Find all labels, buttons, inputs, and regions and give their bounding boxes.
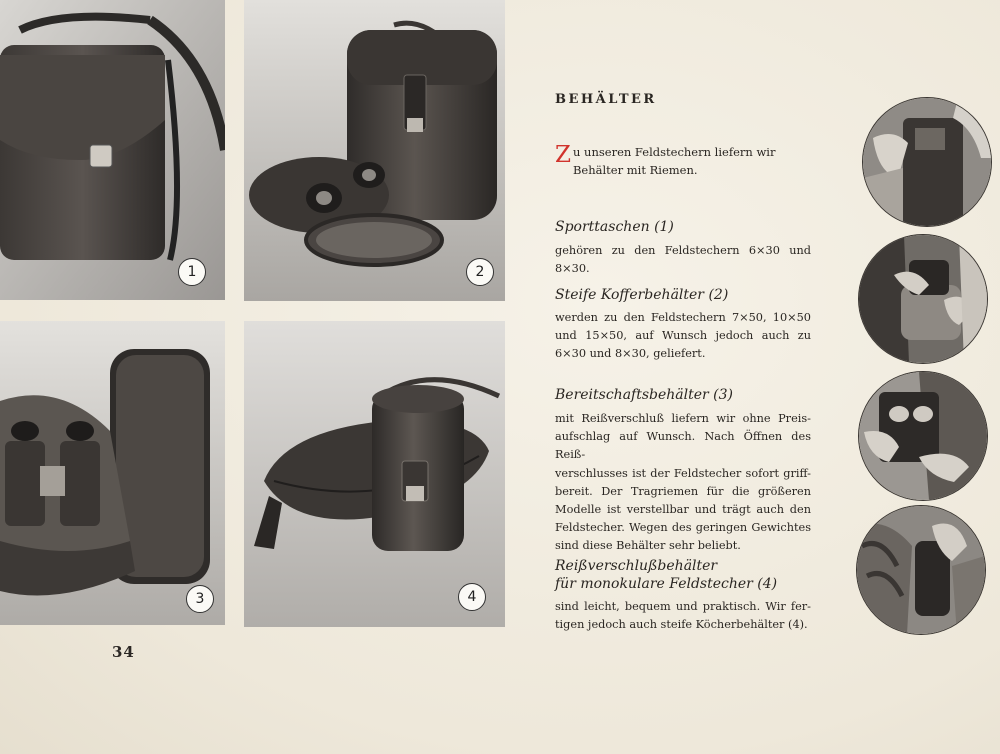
subsection-body — [555, 598, 811, 634]
circle-photo-binocular-ready — [858, 371, 988, 501]
page-number: 34 — [112, 643, 135, 661]
body-line: werden zu den Feldstechern 7×50, 10×50 — [555, 311, 811, 324]
ready-case-image — [0, 321, 225, 625]
drop-cap: Z — [555, 142, 571, 168]
subsection-body — [555, 410, 811, 556]
binocular-in-case-image — [859, 235, 987, 363]
title-line: für monokulare Feldstecher (4) — [555, 576, 778, 592]
sport-bag-image — [0, 0, 225, 300]
photo-number-badge: 2 — [466, 258, 494, 286]
photo-number-badge: 1 — [178, 258, 206, 286]
body-line: sind leicht, bequem und praktisch. Wir fer- — [555, 600, 811, 613]
subsection-title — [555, 386, 815, 404]
title-line: Bereitschaftsbehälter (3) — [555, 387, 734, 403]
subsection-title — [555, 218, 815, 236]
hands-opening-case-image — [863, 98, 991, 226]
subsection-body — [555, 242, 811, 278]
title-line: Sporttaschen (1) — [555, 219, 674, 235]
body-line: mit Reißverschluß liefern wir ohne Preis- — [555, 412, 811, 425]
body-line: gehören zu den Feldstechern 6×30 und 8×30. — [555, 244, 811, 276]
circle-photo-binocular-in-case — [858, 234, 988, 364]
binocular-ready-image — [859, 372, 987, 500]
photo-number-badge: 4 — [458, 583, 486, 611]
title-line: Steife Kofferbehälter (2) — [555, 287, 729, 303]
monocular-case-image — [857, 506, 985, 634]
section-heading: BEHÄLTER — [555, 92, 657, 107]
body-line: bereit. Der Tragriemen für die größeren — [555, 484, 811, 498]
photo-monocular-cases — [244, 321, 505, 627]
body-line: Modelle ist verstellbar und trägt auch den — [555, 503, 811, 517]
body-line: und 15×50, auf Wunsch jedoch auch zu — [555, 329, 811, 343]
circle-photo-case-opening — [862, 97, 992, 227]
intro-text: u unseren Feldstechern liefern wir Behälter mit Riemen. — [572, 145, 776, 177]
subsection-title — [555, 286, 815, 304]
body-line: tigen jedoch auch steife Köcherbehälter (4). — [555, 618, 808, 632]
body-line: aufschlag auf Wunsch. Nach Öffnen des Reiß- — [555, 430, 811, 462]
body-line: Feldstecher. Wegen des geringen Gewichtes — [555, 521, 811, 535]
circle-photo-monocular-case — [856, 505, 986, 635]
photo-rigid-case — [244, 0, 505, 301]
subsection-title — [555, 557, 815, 593]
subsection-body — [555, 309, 811, 364]
body-line: sind diese Behälter sehr beliebt. — [555, 539, 741, 553]
rigid-case-image — [244, 0, 505, 301]
photo-number-badge: 3 — [186, 585, 214, 613]
intro-paragraph — [555, 143, 817, 179]
title-line: Reißverschlußbehälter — [555, 558, 718, 574]
monocular-cases-image — [244, 321, 505, 627]
photo-sport-bag — [0, 0, 225, 300]
photo-ready-case — [0, 321, 225, 625]
body-line: 6×30 und 8×30, geliefert. — [555, 347, 706, 361]
body-line: verschlusses ist der Feldstecher sofort griff- — [555, 466, 811, 480]
